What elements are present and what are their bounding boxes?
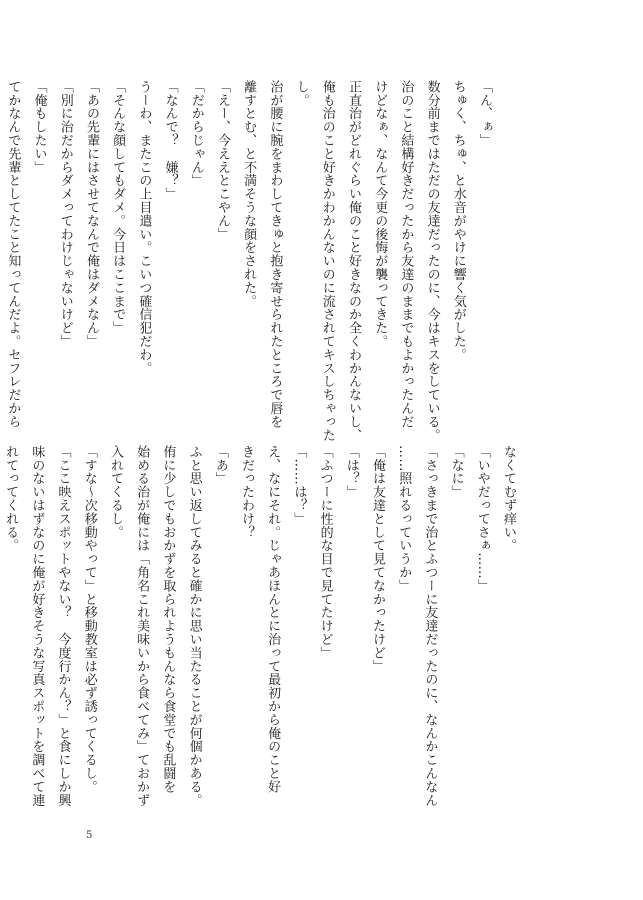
text-line: 入れてくるし。 <box>107 445 123 539</box>
text-line: 「あの先輩にはさせてなんで俺はダメなん」 <box>83 80 99 348</box>
lower-text-block <box>0 445 521 807</box>
text-line: ふと思い返してみると確かに思い当たることが何個かある。 <box>186 445 202 807</box>
text-line: 「だからじゃん」 <box>188 80 204 188</box>
text-line: なくてむず痒い。 <box>501 445 516 553</box>
text-line: きだったわけ？ <box>238 445 254 539</box>
text-line: れてってくれる。 <box>3 445 19 553</box>
text-line: 「俺は友達として見てなかったけど」 <box>369 445 385 673</box>
text-line: ちゅく、ちゅ、と水音がやけに響く気がした。 <box>450 80 466 362</box>
text-line: てかなんで先輩としてたこと知ってんだよ。セフレだから <box>5 80 21 429</box>
text-line: 「えー、今ええとこやん」 <box>214 80 230 241</box>
page-number: 5 <box>86 830 93 841</box>
text-line: 始める治が俺には「角名これ美味いから食べてみ」ておかず <box>134 445 150 807</box>
text-line: 「別に治だからダメってわけじゃないけど」 <box>57 80 73 348</box>
text-line: 味のないはずなのに俺が好きそうな写真スポットを調べて連 <box>29 445 45 807</box>
text-line: 治が腰に腕をまわしてきゅと抱き寄せられたところで唇を <box>267 80 283 429</box>
text-line: 「いやだってさぁ……」 <box>474 445 490 593</box>
text-line: 数分前まではただの友達だったのに、今はキスをしている。 <box>424 80 440 442</box>
text-line: 正直治がどれぐらい俺のこと好きなのか全くわかんないし、 <box>345 80 361 442</box>
text-line: 「あ」 <box>212 445 228 486</box>
text-line: ……照れるっていうか」 <box>396 445 412 593</box>
text-line: 「すな～次移動やって」と移動教室は必ず誘ってくるし。 <box>81 445 97 794</box>
text-line: 「なんで？ 嫌？」 <box>162 80 178 201</box>
text-line: 「そんな顔してもダメ。今日はここまで」 <box>110 80 126 335</box>
text-line: うーわ、またこの上目遣い。こいつ確信犯だわ。 <box>136 80 152 375</box>
text-line: 「俺もしたい」 <box>31 80 47 174</box>
upper-text-block <box>0 80 497 442</box>
text-line: 「ん、ぁ」 <box>477 80 492 147</box>
text-line: 「ここ映えスポットやない？ 今度行かん？」と食にしか興 <box>55 445 71 807</box>
text-line: 「さっきまで治とふつーに友達だったのに、なんかこんなん <box>422 445 438 807</box>
text-line: え、なにそれ。じゃあほんとに治って最初から俺のこと好 <box>265 445 281 794</box>
text-line: 「……は？」 <box>291 445 307 526</box>
text-line: 侑に少しでもおかずを取られようもんなら食堂でも乱闘を <box>160 445 176 794</box>
text-line: し。 <box>293 80 309 107</box>
text-line: けどなぁ、なんて今更の後悔が襲ってきた。 <box>372 80 388 348</box>
text-line: 俺も治のこと好きかわかんないのに流されてキスしちゃった <box>319 80 335 442</box>
text-line: 離すとむ、と不満そうな顔をされた。 <box>241 80 257 308</box>
text-line: 治のこと結構好きだったから友達のままでもよかったんだ <box>398 80 414 429</box>
text-line: 「は？」 <box>343 445 359 499</box>
text-line: 「なに」 <box>448 445 464 499</box>
text-line: 「ふつーに性的な目で見てたけど」 <box>317 445 333 660</box>
